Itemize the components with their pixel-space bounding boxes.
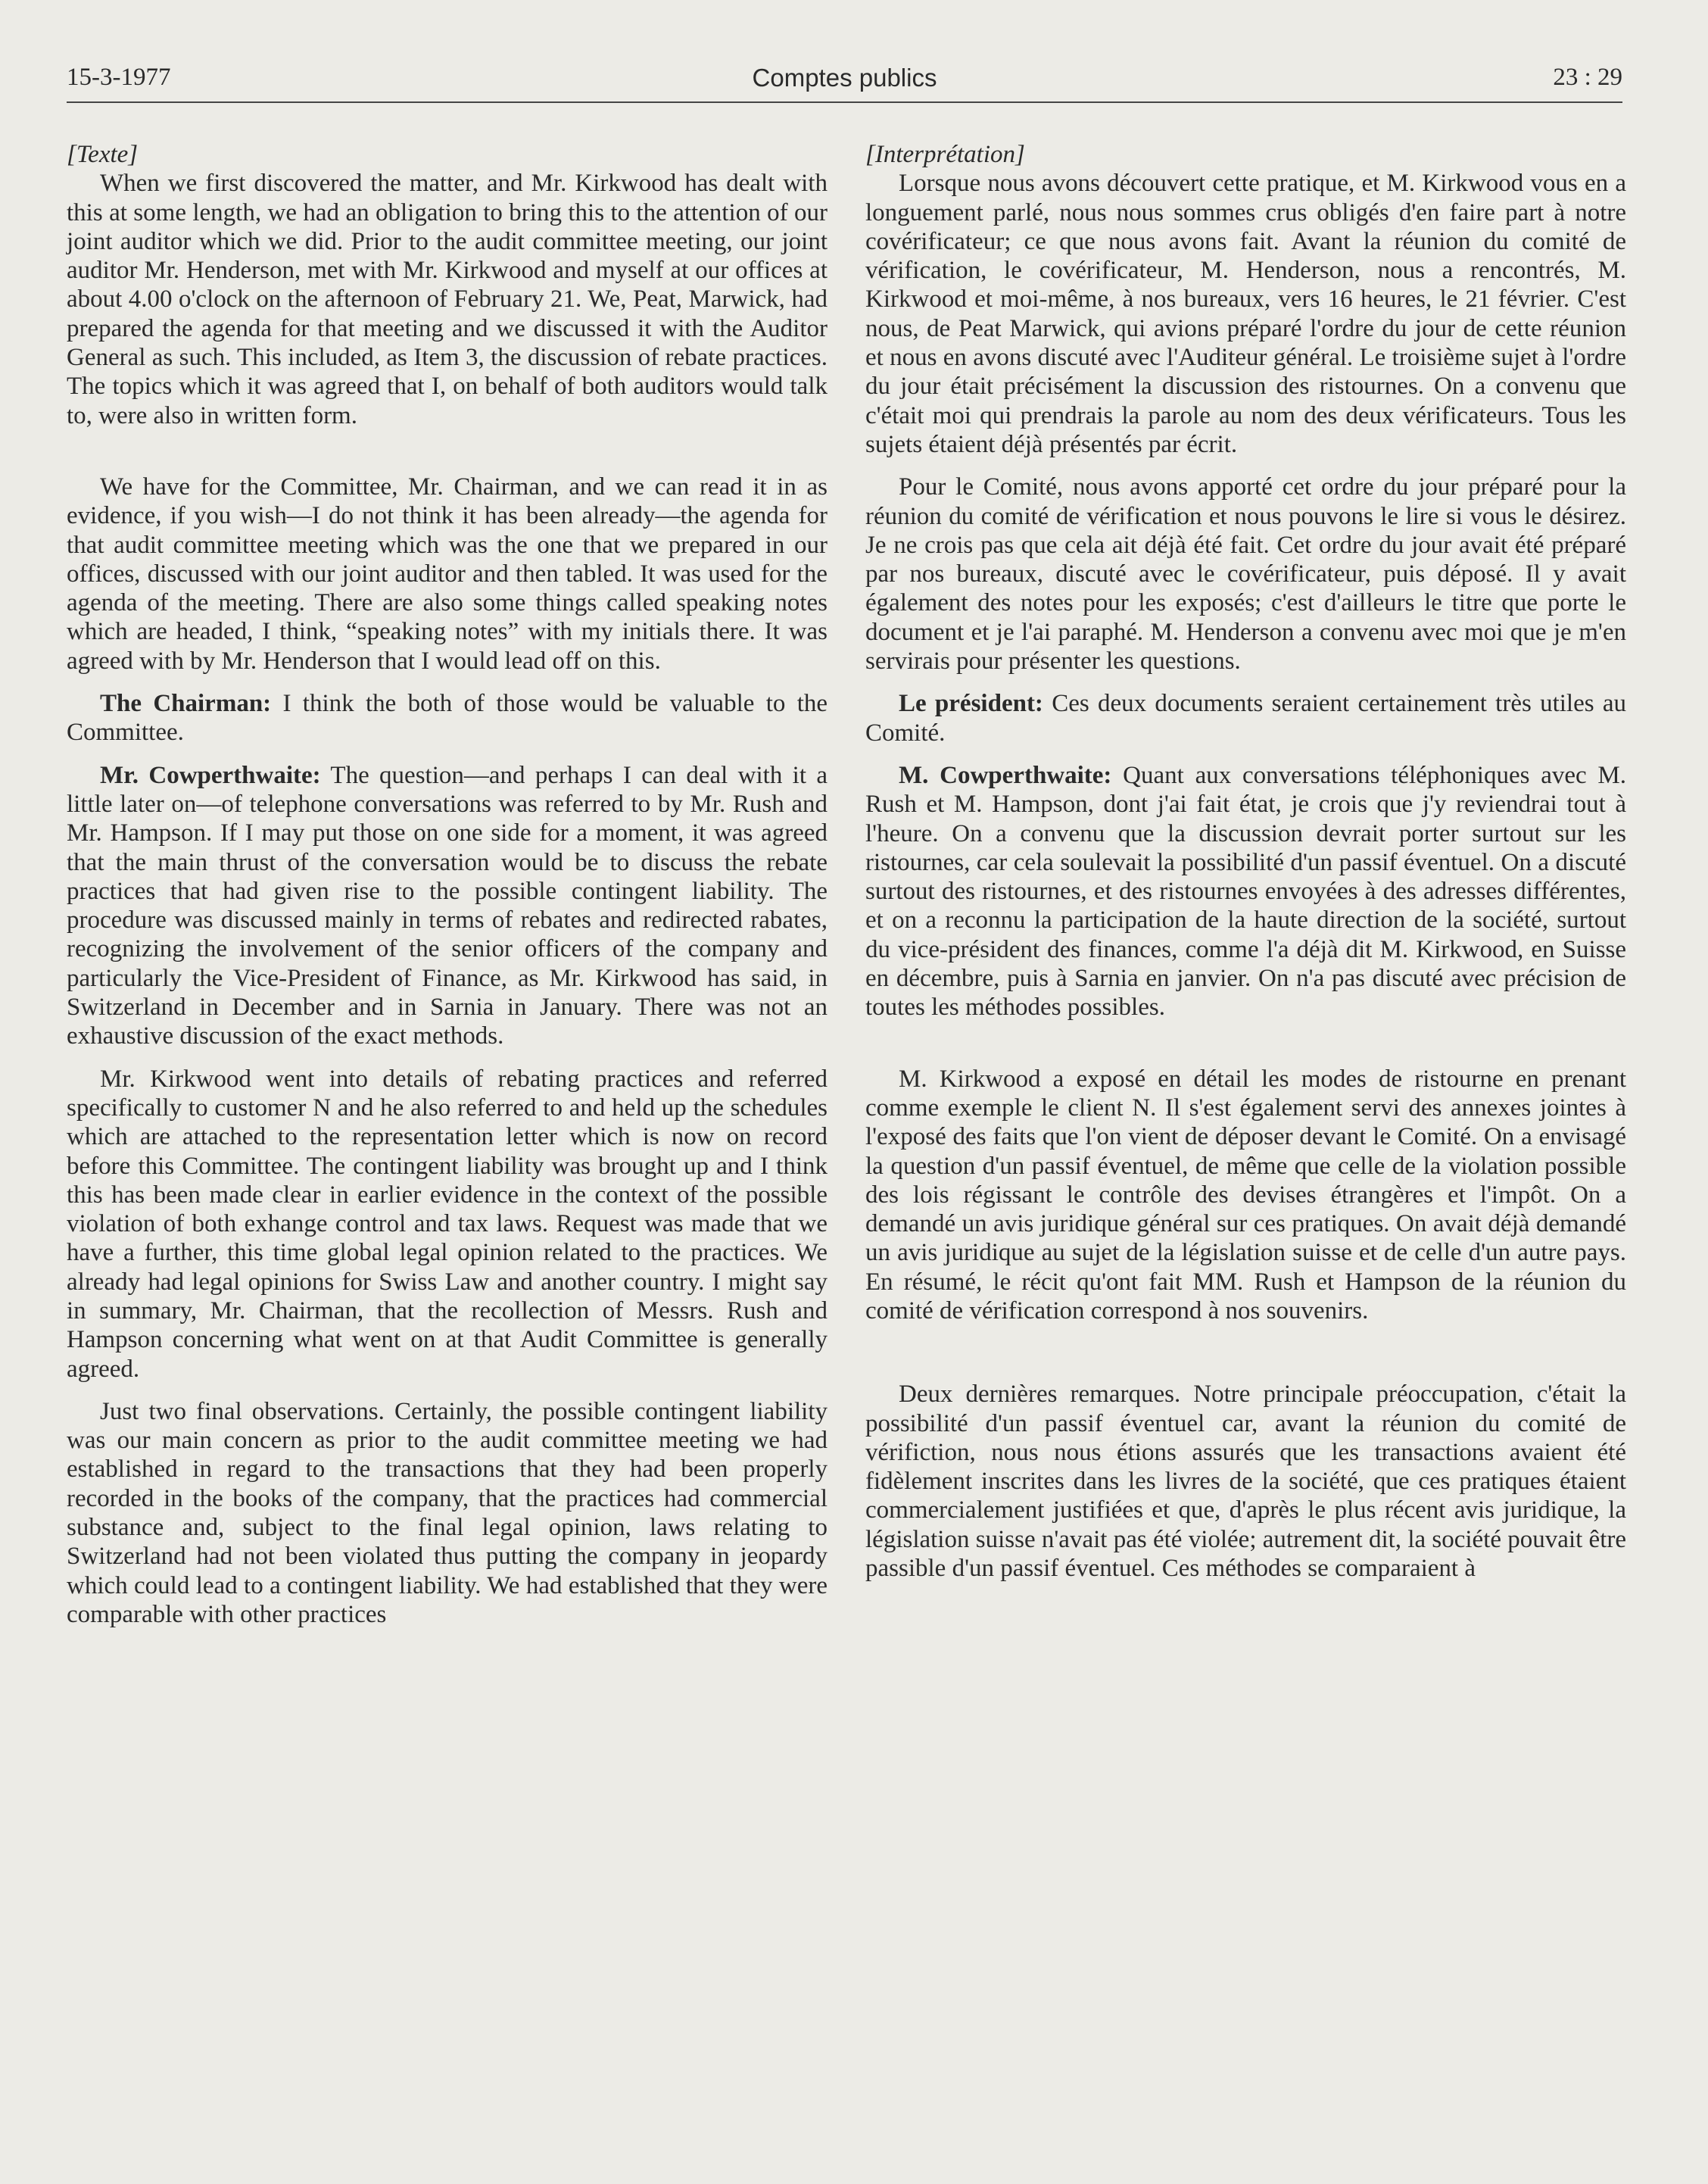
paragraph-fr-4-text: Quant aux conversations téléphoniques avec M. Rush et M. Hampson, dont j'ai fait état, je crois que j'y reviendrai tout à l'heure. On a convenu que la discussion devrait porter surtout sur les ristournes, car cela soulevait la possibilité d'un passif éventuel. On a discuté surtout des ristournes, et des ristournes envoyées à des adresses différentes, et on a reconnu la participation de la haute direction de la société, surtout du vice-président des finances, comme l'a déjà dit M. Kirkwood, en Suisse en décembre, puis à Sarnia en janvier. On n'a pas discuté avec précision de toutes les méthodes possibles.	[865, 761, 1626, 1022]
french-column	[865, 140, 1626, 1583]
speaker-cowperthwaite: Mr. Cowperthwaite:	[100, 761, 321, 789]
paragraph-en-1: When we first discovered the matter, and Mr. Kirkwood has dealt with this at some length, we had an obligation to bring this to the attention of our joint auditor which we did. Prior to the audit committee meeting, our joint auditor Mr. Henderson, met with Mr. Kirkwood and myself at our offices at about 4.00 o'clock on the afternoon of February 21. We, Peat, Marwick, had prepared the agenda for that meeting and we discussed it with the Auditor General as such. This included, as Item 3, the discussion of rebate practices. The topics which it was agreed that I, on behalf of both auditors would talk to, were also in written form.	[67, 170, 828, 429]
paragraph-fr-2: Pour le Comité, nous avons apporté cet ordre du jour préparé pour la réunion du comité de vérification et nous pouvons le lire si vous le désirez. Je ne crois pas que cela ait déjà été fait. Cet ordre du jour avait été préparé par nos bureaux, discuté avec le covérificateur, puis déposé. Il y avait également des notes pour les exposés; c'est d'ailleurs le titre que porte le document et je l'ai paraphé. M. Henderson a convenu avec moi que je m'en servirais pour présenter les questions.	[865, 473, 1626, 675]
paragraph-fr-6: Deux dernières remarques. Notre principale préoccupation, c'était la possibilité d'un passif éventuel car, avant la réunion du comité de vérifiction, nous nous étions assurés que les transactions avaient été fidèlement inscrites dans les livres de la société, que ces pratiques étaient commercialement justifiées et que, d'après le plus récent avis juridique, la législation suisse n'avait pas été violée; autrement dit, la société pouvait être passible d'un passif éventuel. Ces méthodes se comparaient à	[865, 1381, 1626, 1583]
speaker-cowperthwaite-fr: M. Cowperthwaite:	[899, 761, 1112, 789]
paragraph-en-4	[67, 761, 828, 1051]
paragraph-fr-4	[865, 761, 1626, 1022]
speaker-president: Le président:	[899, 690, 1043, 718]
header-page-number: 23 : 29	[1553, 64, 1622, 91]
paragraph-en-3-text: I think the both of those would be valuable to the Committee.	[67, 690, 828, 747]
language-label-french: [Interprétation]	[865, 141, 1025, 168]
header-title: Comptes publics	[752, 64, 937, 92]
paragraph-fr-3-text: Ces deux documents seraient certainement très utiles au Comité.	[865, 690, 1626, 747]
paragraph-en-4-text: The question—and perhaps I can deal with it a little later on—of telephone conversations was referred to by Mr. Rush and Mr. Hampson. If I may put those on one side for a moment, it was agreed that the main thrust of the conversation would be to discuss the rebate practices that had given rise to the possible contingent liability. The procedure was discussed mainly in terms of rebates and redirected rabates, recognizing the involvement of the senior officers of the company and particularly the Vice-President of Finance, as Mr. Kirkwood has said, in Switzerland in December and in Sarnia in January. There was not an exhaustive discussion of the exact methods.	[67, 761, 828, 1050]
page-header	[67, 64, 1622, 103]
header-date: 15-3-1977	[67, 64, 171, 91]
english-column	[67, 140, 828, 1629]
paragraph-en-5: Mr. Kirkwood went into details of rebating practices and referred specifically to customer N and he also referred to and held up the schedules which are attached to the representation letter which is now on record before this Committee. The contingent liability was brought up and I think this has been made clear in earlier evidence in the context of the possible violation of both exhange control and tax laws. Request was made that we have a further, this time global legal opinion related to the practices. We already had legal opinions for Swiss Law and another country. I might say in summary, Mr. Chairman, that the recollection of Messrs. Rush and Hampson concerning what went on at that Audit Committee is generally agreed.	[67, 1065, 828, 1383]
language-label-english: [Texte]	[67, 141, 139, 168]
paragraph-en-6: Just two final observations. Certainly, the possible contingent liability was our main concern as prior to the audit committee meeting we had established in regard to the transactions that they had been properly recorded in the books of the company, that the practices had commercial substance and, subject to the final legal opinion, laws relating to Switzerland had not been violated thus putting the company in jeopardy which could lead to a contingent liability. We had established that they were comparable with other practices	[67, 1397, 828, 1628]
paragraph-fr-3	[865, 689, 1626, 747]
speaker-chairman: The Chairman:	[100, 690, 272, 718]
paragraph-en-3	[67, 689, 828, 747]
paragraph-fr-1: Lorsque nous avons découvert cette pratique, et M. Kirkwood vous en a longuement parlé, nous nous sommes crus obligés d'en faire part à notre covérificateur; ce que nous avons fait. Avant la réunion du comité de vérification, le covérificateur, M. Henderson, nous a rencontrés, M. Kirkwood et moi-même, à nos bureaux, vers 16 heures, le 21 février. C'est nous, de Peat Marwick, qui avions préparé l'ordre du jour de cette réunion et nous en avons discuté avec l'Auditeur général. Le troisième sujet à l'ordre du jour était précisément la discussion des ristournes. On a convenu que c'était moi qui prendrais la parole au nom des deux vérificateurs. Tous les sujets étaient déjà présentés par écrit.	[865, 170, 1626, 458]
paragraph-en-2: We have for the Committee, Mr. Chairman, and we can read it in as evidence, if you wish—I do not think it has been already—the agenda for that audit committee meeting which was the one that we prepared in our offices, discussed with our joint auditor and then tabled. It was used for the agenda of the meeting. There are also some things called speaking notes which are headed, I think, “speaking notes” with my initials there. It was agreed with by Mr. Henderson that I would lead off on this.	[67, 473, 828, 675]
paragraph-fr-5: M. Kirkwood a exposé en détail les modes de ristourne en prenant comme exemple le client N. Il s'est également servi des annexes jointes à l'exposé des faits que l'on vient de déposer devant le Comité. On a envisagé la question d'un passif éventuel, de même que celle de la violation possible des lois régissant le contrôle des devises étrangères et l'impôt. On a demandé un avis juridique général sur ces pratiques. On avait déjà demandé un avis juridique au sujet de la législation suisse et de celle d'un autre pays. En résumé, le récit qu'ont fait MM. Rush et Hampson de la réunion du comité de vérification correspond à nos souvenirs.	[865, 1065, 1626, 1324]
